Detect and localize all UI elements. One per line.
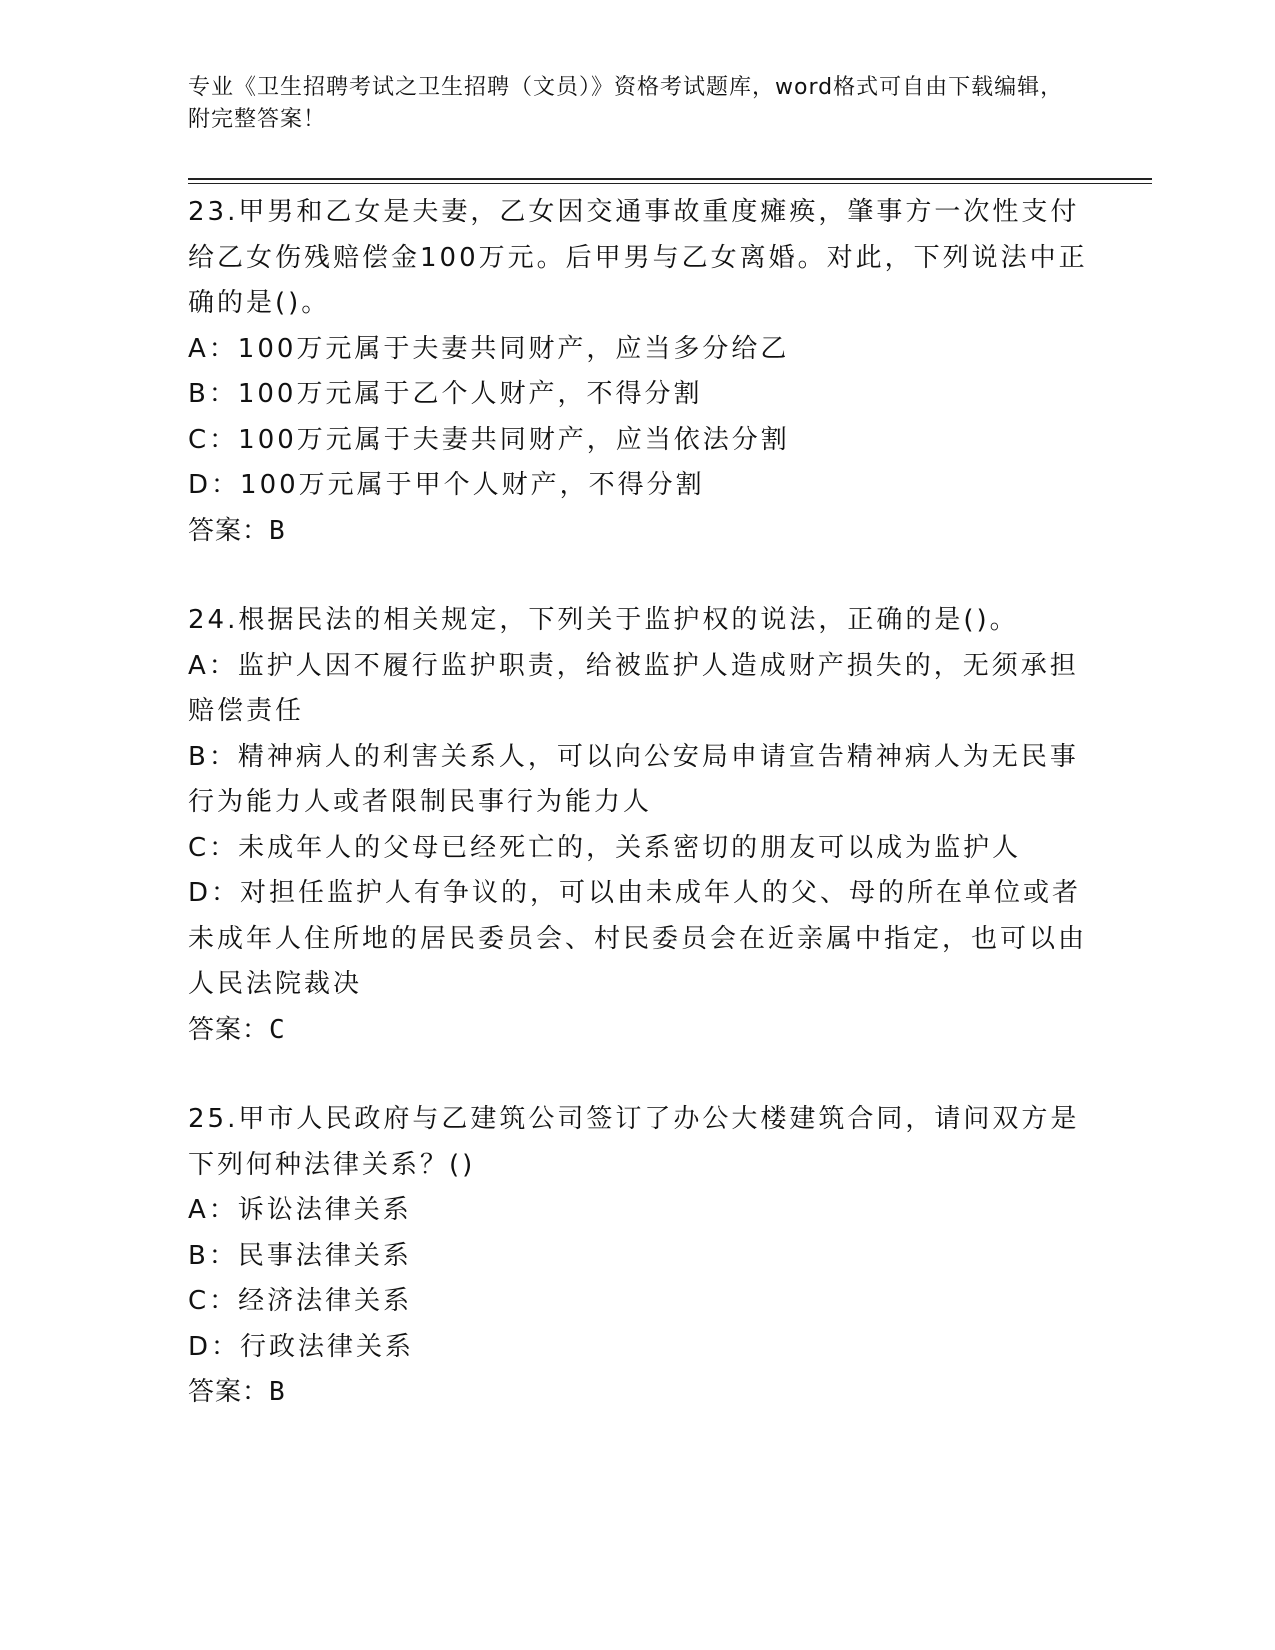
option-b: B：精神病人的利害关系人，可以向公安局申请宣告精神病人为无民事行为能力人或者限制民事行为能力人 <box>188 741 1079 817</box>
option-a: A：100万元属于夫妻共同财产，应当多分给乙 <box>188 333 790 364</box>
question-stem: 23.甲男和乙女是夫妻，乙女因交通事故重度瘫痪，肇事方一次性支付给乙女伤残赔偿金100万元。后甲男与乙女离婚。对此，下列说法中正确的是()。 <box>188 197 1088 318</box>
option-b: B：100万元属于乙个人财产，不得分割 <box>188 379 703 409</box>
question-stem: 24.根据民法的相关规定，下列关于监护权的说法，正确的是()。 <box>188 605 1019 635</box>
option-c: C：经济法律关系 <box>188 1286 413 1316</box>
answer-line <box>188 1370 1088 1416</box>
answer-label: 答案： <box>188 1014 270 1045</box>
answer-value: B <box>269 515 286 546</box>
answer-value: B <box>269 1377 286 1407</box>
answer-label: 答案： <box>188 1377 270 1407</box>
question-25 <box>188 1097 1088 1416</box>
option-d: D：100万元属于甲个人财产，不得分割 <box>188 470 705 500</box>
option-d: D：行政法律关系 <box>188 1331 415 1362</box>
question-list <box>188 190 1088 1460</box>
answer-line <box>188 509 1088 555</box>
header-rule-thin <box>188 183 1152 184</box>
option-d: D：对担任监护人有争议的，可以由未成年人的父、母的所在单位或者未成年人住所地的居民委员会、村民委员会在近亲属中指定，也可以由人民法院裁决 <box>188 878 1088 999</box>
question-stem: 25.甲市人民政府与乙建筑公司签订了办公大楼建筑合同，请问双方是下列何种法律关系？() <box>188 1104 1080 1180</box>
answer-label: 答案： <box>188 515 270 546</box>
option-a: A：诉讼法律关系 <box>188 1195 412 1225</box>
header-rule-thick <box>188 178 1152 180</box>
option-b: B：民事法律关系 <box>188 1240 412 1271</box>
question-23 <box>188 190 1088 554</box>
option-c: C：未成年人的父母已经死亡的，关系密切的朋友可以成为监护人 <box>188 832 1022 863</box>
option-a: A：监护人因不履行监护职责，给被监护人造成财产损失的，无须承担赔偿责任 <box>188 650 1079 726</box>
answer-line <box>188 1008 1088 1054</box>
document-header: 专业《卫生招聘考试之卫生招聘（文员）》资格考试题库，word格式可自由下载编辑，附完整答案！ <box>188 75 1064 132</box>
option-c: C：100万元属于夫妻共同财产，应当依法分割 <box>188 424 790 455</box>
question-24 <box>188 598 1088 1053</box>
answer-value: C <box>269 1014 286 1045</box>
